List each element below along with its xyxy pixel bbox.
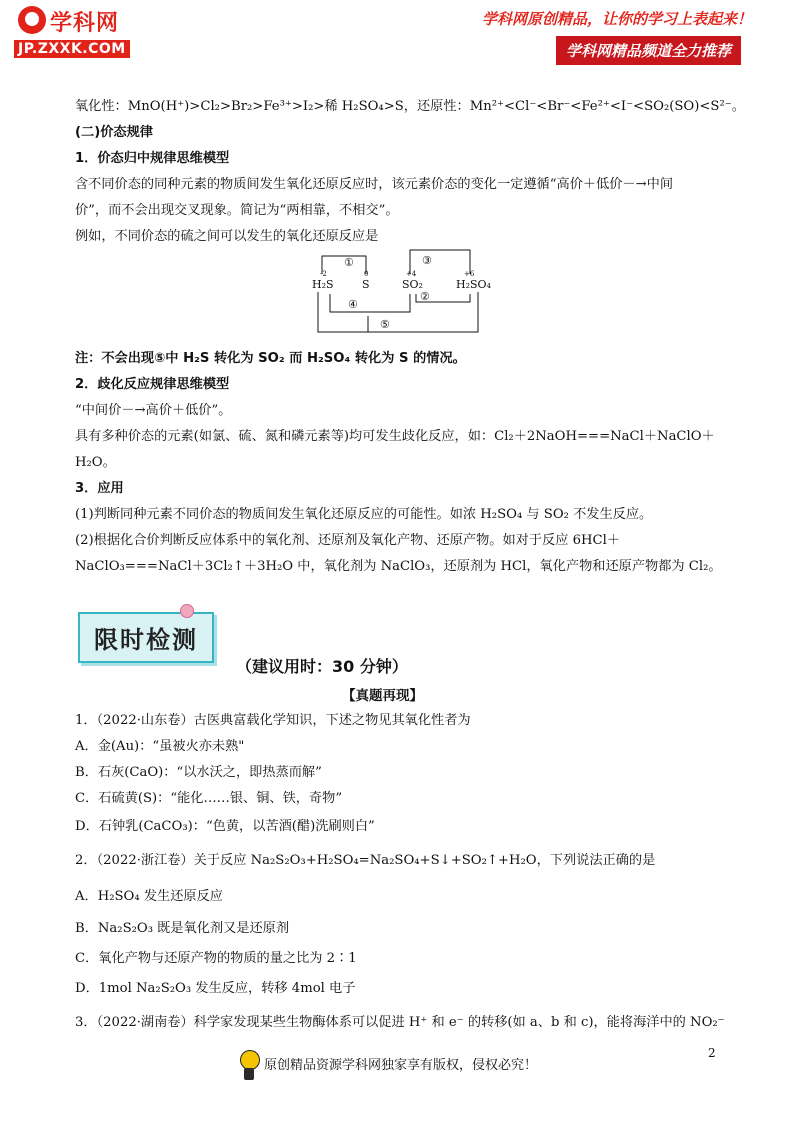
page-number: 2 bbox=[708, 1046, 716, 1060]
paragraph-1a: 含不同价态的同种元素的物质间发生氧化还原反应时，该元素价态的变化一定遵循“高价＋低价－→中间 bbox=[75, 177, 674, 192]
valence-s: 0 bbox=[364, 270, 369, 278]
species-so2: SO₂ bbox=[402, 278, 423, 291]
species-s: S bbox=[362, 278, 370, 291]
logo-url: JP.ZXXK.COM bbox=[14, 40, 130, 58]
q2-option-b[interactable]: B．Na₂S₂O₃ 既是氧化剂又是还原剂 bbox=[75, 921, 290, 936]
valence-h2so4: +6 bbox=[464, 270, 475, 278]
suggested-time: （建议用时：30 分钟） bbox=[236, 657, 408, 676]
logo-text: 学科网 bbox=[50, 11, 120, 36]
oxidizing-order: 氧化性：MnO(H⁺)>Cl₂>Br₂>Fe³⁺>I₂>稀 H₂SO₄>S，还原性：Mn²⁺<Cl⁻<Br⁻<Fe²⁺<I⁻<SO₂(SO)<S²⁻。 bbox=[75, 99, 745, 114]
section-banner: 限时检测 bbox=[78, 612, 214, 663]
paragraph-3: “中间价－→高价＋低价”。 bbox=[75, 403, 232, 418]
sulfur-valence-diagram bbox=[300, 246, 500, 342]
paragraph-1b: 价”，而不会出现交叉现象。简记为“两相靠，不相交”。 bbox=[75, 203, 399, 218]
q1-stem: 1．（2022·山东卷）古医典富载化学知识，下述之物见其氧化性者为 bbox=[75, 713, 471, 728]
valence-so2: +4 bbox=[406, 270, 417, 278]
pin-icon bbox=[180, 604, 194, 618]
footer-copyright: 原创精品资源学科网独家享有版权，侵权必究！ bbox=[264, 1058, 538, 1073]
mascot-icon bbox=[238, 1050, 260, 1080]
valence-h2s: -2 bbox=[320, 270, 327, 278]
q1-option-d[interactable]: D．石钟乳(CaCO₃)：“色黄，以苦酒(醋)洗刷则白” bbox=[75, 819, 375, 834]
header-slogan-bar: 学科网精品频道全力推荐 bbox=[556, 36, 741, 65]
real-question-tag: 【真题再现】 bbox=[342, 688, 423, 704]
logo-icon bbox=[18, 6, 46, 34]
q2-stem: 2．（2022·浙江卷）关于反应 Na₂S₂O₃+H₂SO₄=Na₂SO₄+S↓+SO₂↑+H₂O，下列说法正确的是 bbox=[75, 853, 656, 868]
header-slogan: 学科网原创精品，让你的学习上表起来！ bbox=[482, 10, 753, 28]
diagram-arrow-4: ④ bbox=[348, 298, 358, 311]
q2-option-a[interactable]: A．H₂SO₄ 发生还原反应 bbox=[75, 889, 223, 904]
q2-option-d[interactable]: D．1mol Na₂S₂O₃ 发生反应，转移 4mol 电子 bbox=[75, 981, 356, 996]
paragraph-6b: NaClO₃===NaCl＋3Cl₂↑＋3H₂O 中，氧化剂为 NaClO₃，还原剂为 HCl，氧化产物和还原产物都为 Cl₂。 bbox=[75, 559, 722, 574]
diagram-arrow-1: ① bbox=[344, 256, 354, 269]
paragraph-4b: H₂O。 bbox=[75, 455, 116, 470]
diagram-arrow-5: ⑤ bbox=[380, 318, 390, 331]
note: 注：不会出现⑤中 H₂S 转化为 SO₂ 而 H₂SO₄ 转化为 S 的情况。 bbox=[75, 351, 466, 366]
q1-option-b[interactable]: B．石灰(CaO)：“以水沃之，即热蒸而解” bbox=[75, 765, 322, 780]
diagram-arrow-3: ③ bbox=[422, 254, 432, 267]
q2-option-c[interactable]: C．氧化产物与还原产物的物质的量之比为 2∶1 bbox=[75, 951, 357, 966]
subheading-1: 1．价态归中规律思维模型 bbox=[75, 151, 230, 166]
diagram-arrow-2: ② bbox=[420, 290, 430, 303]
q1-option-c[interactable]: C．石硫黄(S)：“能化……银、铜、铁，奇物” bbox=[75, 791, 343, 806]
paragraph-2: 例如，不同价态的硫之间可以发生的氧化还原反应是 bbox=[75, 229, 379, 244]
paragraph-5: (1)判断同种元素不同价态的物质间发生氧化还原反应的可能性。如浓 H₂SO₄ 与 SO₂ 不发生反应。 bbox=[75, 507, 653, 522]
species-h2s: H₂S bbox=[312, 278, 334, 291]
header bbox=[0, 0, 800, 70]
q3-stem: 3．（2022·湖南卷）科学家发现某些生物酶体系可以促进 H⁺ 和 e⁻ 的转移(如 a、b 和 c)，能将海洋中的 NO₂⁻ bbox=[75, 1015, 725, 1030]
subheading-3: 3．应用 bbox=[75, 481, 124, 496]
paragraph-6a: (2)根据化合价判断反应体系中的氧化剂、还原剂及氧化产物、还原产物。如对于反应 6HCl＋ bbox=[75, 533, 621, 548]
paragraph-4a: 具有多种价态的元素(如氯、硫、氮和磷元素等)均可发生歧化反应，如：Cl₂＋2NaOH===NaCl＋NaClO＋ bbox=[75, 429, 715, 444]
section-title-valence: (二)价态规律 bbox=[75, 125, 153, 140]
subheading-2: 2．歧化反应规律思维模型 bbox=[75, 377, 230, 392]
q1-option-a[interactable]: A．金(Au)：“虽被火亦未熟" bbox=[75, 739, 245, 754]
species-h2so4: H₂SO₄ bbox=[456, 278, 491, 291]
